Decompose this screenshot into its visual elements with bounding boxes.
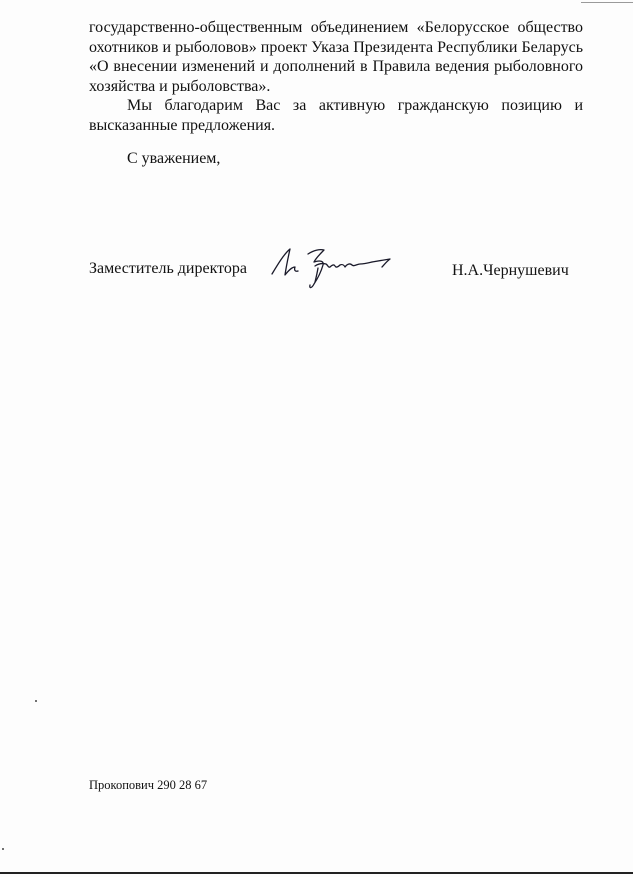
paragraph-1-line-2: охотников и рыболовов» проект Указа Президента Республики Беларусь: [89, 38, 583, 56]
scan-speck: [35, 700, 37, 702]
paragraph-1-line-1: государственно-общественным объединением «Белорусское общество: [89, 19, 583, 36]
scan-speck: [2, 848, 4, 850]
signatory-title: Заместитель директора: [89, 260, 248, 277]
scan-edge-mark: [581, 2, 633, 3]
paragraph-1-line-3: «О внесении изменений и дополнений в Правила ведения рыболовного: [89, 58, 583, 75]
handwritten-signature: [268, 240, 398, 292]
paragraph-2-line-1: Мы благодарим Вас за активную гражданскую позицию и: [127, 97, 583, 114]
letter-body: [89, 18, 583, 135]
scan-bottom-edge: [0, 872, 633, 874]
closing-salutation: С уважением,: [127, 150, 221, 167]
paragraph-1-line-4: хозяйства и рыболовства».: [89, 77, 271, 95]
signatory-name: Н.А.Чернушевич: [452, 262, 569, 279]
paragraph-2-line-2: высказанные предложения.: [89, 116, 276, 134]
executor-contact: Прокопович 290 28 67: [89, 778, 208, 792]
